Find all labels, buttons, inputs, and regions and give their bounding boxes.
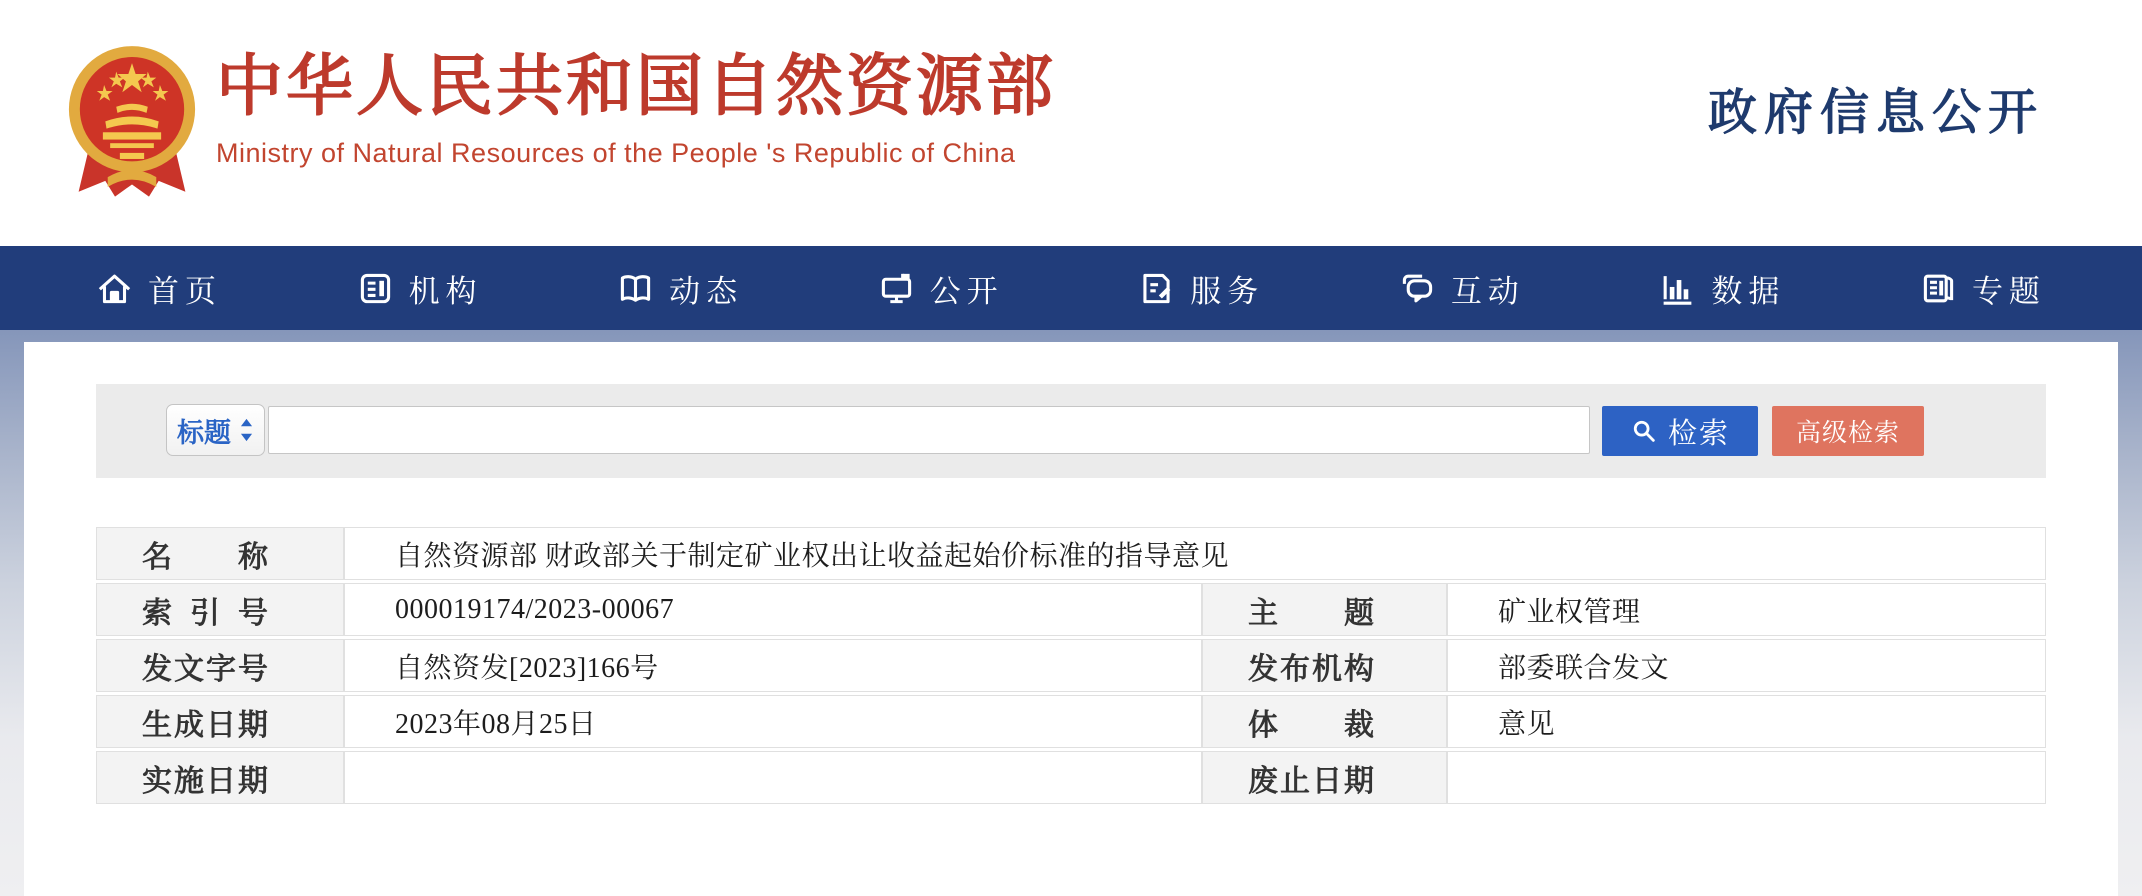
nav-item-interaction[interactable]: [1399, 266, 1525, 311]
row-label: 索引号: [142, 596, 268, 630]
row-value: 2023年08月25日: [344, 695, 1202, 748]
table-row-date: [96, 695, 2046, 748]
search-field-value: 标题: [177, 417, 231, 448]
search-input[interactable]: [268, 406, 1590, 454]
nav-item-data[interactable]: [1659, 266, 1785, 311]
row-label: 生成日期: [142, 708, 268, 742]
page-background: [0, 330, 2142, 896]
nav-item-label: 专题: [1971, 273, 2046, 309]
site-title: 中华人民共和国自然资源部: [216, 49, 1056, 124]
row-label: 名称: [142, 540, 268, 574]
row-label: 实施日期: [142, 764, 268, 798]
nav-item-label: 服务: [1190, 273, 1265, 309]
search-button[interactable]: [1602, 406, 1758, 456]
nav-item-news[interactable]: [617, 266, 743, 311]
row-value: [1447, 751, 2046, 804]
nav-item-topic[interactable]: [1920, 266, 2046, 311]
nav-item-disclosure[interactable]: [878, 266, 1004, 311]
table-row-index: [96, 583, 2046, 636]
section-title: 政府信息公开: [1707, 85, 2044, 140]
table-row-effective: [96, 751, 2046, 804]
row-label: 发布机构: [1248, 652, 1374, 686]
nav-item-label: 数据: [1711, 273, 1786, 309]
row-value: [344, 751, 1202, 804]
nav-item-label: 机构: [408, 273, 483, 309]
site-subtitle: Ministry of Natural Resources of the People 's Republic of China: [216, 137, 1016, 168]
table-row-docnum: [96, 639, 2046, 692]
row-value: 部委联合发文: [1447, 639, 2046, 692]
news-book-icon: [617, 270, 654, 307]
row-value: 矿业权管理: [1447, 583, 2046, 636]
row-label: 发文字号: [142, 652, 268, 686]
data-chart-icon: [1659, 270, 1696, 307]
organization-icon: [357, 270, 394, 307]
home-icon: [96, 270, 133, 307]
document-info-table: [96, 524, 2046, 807]
site-title-block: [216, 50, 1056, 169]
main-nav: [0, 246, 2142, 330]
row-label: 体裁: [1248, 708, 1374, 742]
topic-journal-icon: [1920, 270, 1957, 307]
disclosure-monitor-icon: [878, 270, 915, 307]
row-value: 000019174/2023-00067: [344, 583, 1202, 636]
nav-item-service[interactable]: [1138, 266, 1264, 311]
nav-item-label: 首页: [148, 273, 222, 309]
nav-item-home[interactable]: [96, 266, 222, 311]
search-field-select[interactable]: [166, 404, 265, 456]
row-label: 主题: [1248, 596, 1374, 630]
service-document-icon: [1138, 270, 1175, 307]
row-value: 自然资发[2023]166号: [344, 639, 1202, 692]
row-value: 自然资源部 财政部关于制定矿业权出让收益起始价标准的指导意见: [344, 527, 2046, 580]
sort-arrows-icon: [239, 417, 254, 443]
row-value: 意见: [1447, 695, 2046, 748]
search-icon: [1630, 417, 1658, 445]
nav-item-label: 互动: [1450, 273, 1525, 309]
site-header: [0, 0, 2142, 246]
row-label: 废止日期: [1248, 764, 1374, 798]
interaction-bubbles-icon: [1399, 270, 1436, 307]
nav-item-org[interactable]: [357, 266, 483, 311]
search-panel: [96, 384, 2046, 478]
nav-item-label: 动态: [669, 273, 744, 309]
advanced-search-button[interactable]: 高级检索: [1772, 406, 1924, 456]
table-row-name: [96, 527, 2046, 580]
nav-item-label: 公开: [929, 273, 1004, 309]
content-card: [24, 342, 2118, 896]
national-emblem-icon: [58, 34, 206, 216]
search-button-label: 检索: [1667, 417, 1730, 450]
